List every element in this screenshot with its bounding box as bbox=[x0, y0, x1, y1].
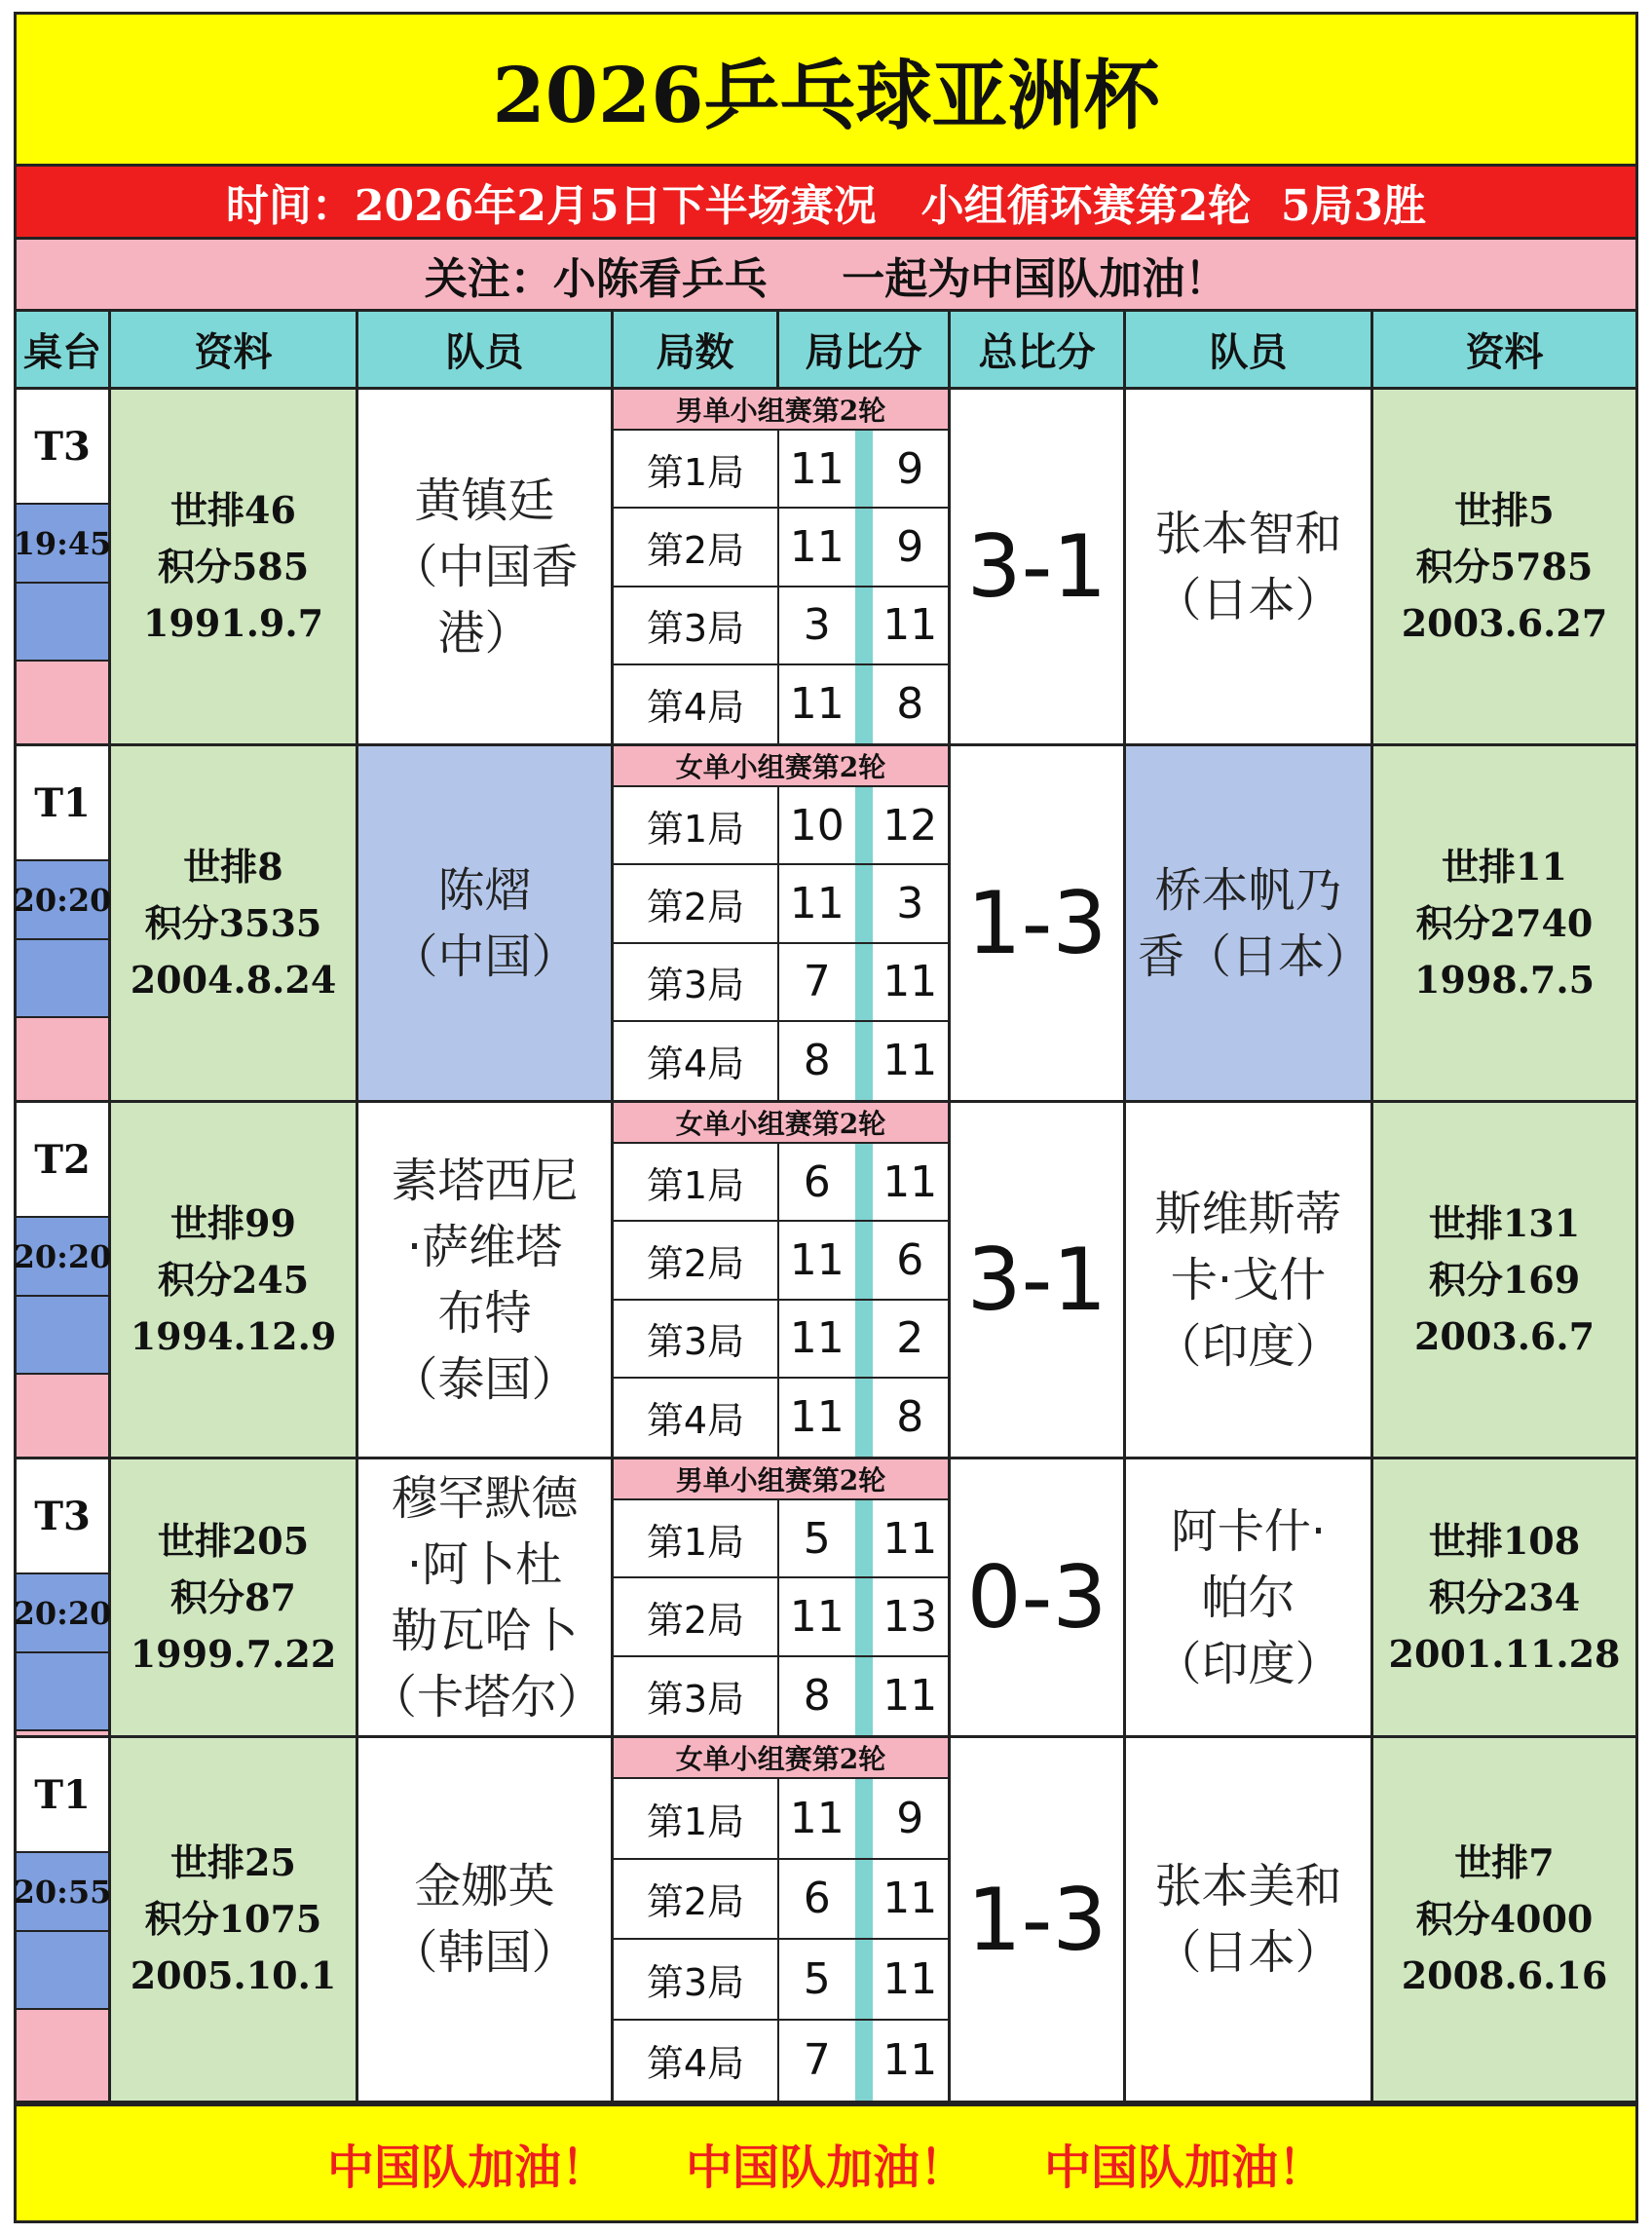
table-time-column bbox=[13, 1459, 112, 1738]
left-info-line: 2004.8.24 bbox=[130, 957, 337, 1002]
table-color-block bbox=[17, 1018, 108, 1100]
left-player-line: 穆罕默德 bbox=[391, 1470, 579, 1526]
score-divider bbox=[855, 944, 873, 1020]
score-divider bbox=[855, 1940, 873, 2019]
table-number: T3 bbox=[17, 390, 108, 505]
game-score-left: 6 bbox=[803, 1874, 831, 1924]
right-info-line: 积分2740 bbox=[1415, 900, 1594, 945]
left-player-name bbox=[358, 746, 614, 1103]
right-player-name bbox=[1126, 390, 1373, 746]
right-info-line: 1998.7.5 bbox=[1413, 957, 1596, 1002]
footer-cheer-1: 中国队加油！ bbox=[326, 2140, 608, 2195]
game-score-right: 3 bbox=[896, 878, 924, 928]
game-score-left: 11 bbox=[789, 1313, 845, 1364]
right-info-line: 2003.6.27 bbox=[1401, 600, 1608, 645]
header-games: 局数 bbox=[614, 312, 779, 390]
footer-cheer-2: 中国队加油！ bbox=[685, 2140, 966, 2195]
left-info-line: 2005.10.1 bbox=[130, 1953, 337, 1997]
game-row bbox=[614, 1222, 948, 1300]
table-color-block bbox=[17, 662, 108, 743]
game-label: 第4局 bbox=[614, 1022, 779, 1100]
match-time: 19:45 bbox=[17, 505, 108, 584]
header-player-left: 队员 bbox=[358, 312, 614, 390]
game-score-right: 11 bbox=[882, 2035, 938, 2086]
table-color-block bbox=[17, 1731, 108, 1735]
score-divider bbox=[855, 1379, 873, 1457]
score-divider bbox=[855, 1578, 873, 1654]
left-info-line: 1999.7.22 bbox=[130, 1631, 337, 1676]
right-info-line: 积分169 bbox=[1428, 1257, 1581, 1302]
left-player-line: 金娜英 bbox=[414, 1859, 555, 1913]
right-player-info bbox=[1373, 746, 1635, 1103]
header-player-right: 队员 bbox=[1126, 312, 1373, 390]
table-color-block bbox=[17, 940, 108, 1018]
game-score-left: 7 bbox=[803, 957, 831, 1007]
match-time: 20:55 bbox=[17, 1853, 108, 1932]
game-score-left: 8 bbox=[803, 1671, 831, 1722]
right-player-name bbox=[1126, 1738, 1373, 2103]
left-info-line: 1991.9.7 bbox=[142, 600, 324, 645]
total-score: 0-3 bbox=[951, 1459, 1126, 1738]
game-score-right: 9 bbox=[896, 521, 924, 572]
right-info-line: 2003.6.7 bbox=[1413, 1313, 1596, 1358]
left-player-line: （韩国） bbox=[391, 1925, 579, 1980]
game-label: 第2局 bbox=[614, 509, 779, 585]
table-number: T2 bbox=[17, 1103, 108, 1218]
game-score-left: 11 bbox=[789, 1793, 845, 1843]
footer-cheer bbox=[17, 2103, 1635, 2220]
right-info-line: 积分234 bbox=[1428, 1574, 1581, 1619]
left-info-line: 世排99 bbox=[170, 1200, 296, 1245]
score-divider bbox=[855, 1657, 873, 1735]
game-row bbox=[614, 865, 948, 943]
game-score-right: 11 bbox=[882, 1513, 938, 1564]
table-color-block bbox=[17, 1297, 108, 1375]
game-score-right: 8 bbox=[896, 1392, 924, 1443]
game-score-right: 11 bbox=[882, 1156, 938, 1207]
table-time-column bbox=[13, 390, 112, 746]
left-info-line: 世排25 bbox=[170, 1840, 296, 1884]
game-row bbox=[614, 1500, 948, 1578]
table-time-column bbox=[13, 746, 112, 1103]
score-divider bbox=[855, 587, 873, 663]
header-table: 桌台 bbox=[17, 312, 111, 390]
game-score-right: 11 bbox=[882, 600, 938, 651]
game-scores bbox=[614, 1103, 951, 1459]
game-score-right: 9 bbox=[896, 1793, 924, 1843]
follow-banner: 关注：小陈看乒乓 一起为中国队加油！ bbox=[17, 240, 1635, 312]
game-score-left: 7 bbox=[803, 2035, 831, 2086]
table-color-block bbox=[17, 1375, 108, 1457]
left-player-line: ·萨维塔 bbox=[406, 1219, 563, 1274]
game-label: 第2局 bbox=[614, 1222, 779, 1298]
right-player-info bbox=[1373, 1103, 1635, 1459]
game-label: 第1局 bbox=[614, 431, 779, 507]
game-score-right: 13 bbox=[882, 1591, 938, 1642]
game-score-left: 11 bbox=[789, 679, 845, 730]
results-sheet bbox=[14, 12, 1638, 2223]
right-player-name bbox=[1126, 1459, 1373, 1738]
game-label: 第3局 bbox=[614, 1940, 779, 2019]
total-score: 1-3 bbox=[951, 1738, 1126, 2103]
game-score-left: 10 bbox=[789, 800, 845, 851]
score-divider bbox=[855, 1222, 873, 1298]
game-label: 第4局 bbox=[614, 2021, 779, 2102]
left-player-line: （中国香 bbox=[391, 539, 579, 594]
score-divider bbox=[855, 1144, 873, 1220]
event-label: 男单小组赛第2轮 bbox=[614, 1459, 948, 1500]
game-label: 第3局 bbox=[614, 944, 779, 1020]
left-player-line: 布特 bbox=[437, 1285, 532, 1341]
left-info-line: 积分585 bbox=[157, 544, 310, 588]
right-info-line: 积分5785 bbox=[1415, 544, 1594, 588]
game-score-left: 11 bbox=[789, 443, 845, 494]
game-row bbox=[614, 787, 948, 865]
game-row bbox=[614, 1860, 948, 1941]
game-score-right: 11 bbox=[882, 1036, 938, 1086]
game-score-right: 12 bbox=[882, 800, 938, 851]
game-score-left: 11 bbox=[789, 1392, 845, 1443]
table-color-block bbox=[17, 1932, 108, 2010]
game-score-left: 11 bbox=[789, 521, 845, 572]
game-row bbox=[614, 2021, 948, 2102]
total-score: 1-3 bbox=[951, 746, 1126, 1103]
table-color-block bbox=[17, 1653, 108, 1731]
game-label: 第1局 bbox=[614, 1500, 779, 1576]
game-row bbox=[614, 1578, 948, 1656]
game-score-left: 11 bbox=[789, 1591, 845, 1642]
right-info-line: 2001.11.28 bbox=[1388, 1631, 1621, 1676]
left-player-info bbox=[111, 1459, 358, 1738]
right-info-line: 世排131 bbox=[1428, 1200, 1581, 1245]
total-score: 3-1 bbox=[951, 1103, 1126, 1459]
left-info-line: 世排8 bbox=[183, 844, 283, 889]
schedule-info: 时间：2026年2月5日下半场赛况 小组循环赛第2轮 5局3胜 bbox=[17, 167, 1635, 240]
game-label: 第2局 bbox=[614, 865, 779, 941]
left-info-line: 积分87 bbox=[170, 1574, 296, 1619]
game-scores bbox=[614, 390, 951, 746]
game-score-right: 2 bbox=[896, 1313, 924, 1364]
game-row bbox=[614, 944, 948, 1022]
game-score-left: 5 bbox=[803, 1513, 831, 1564]
right-player-line: 香（日本） bbox=[1138, 928, 1372, 984]
game-row bbox=[614, 1301, 948, 1379]
header-game-score: 局比分 bbox=[779, 312, 951, 390]
game-score-right: 11 bbox=[882, 1953, 938, 2004]
game-score-right: 11 bbox=[882, 1671, 938, 1722]
game-score-left: 11 bbox=[789, 1234, 845, 1285]
table-color-block bbox=[17, 584, 108, 662]
game-row bbox=[614, 1144, 948, 1222]
score-divider bbox=[855, 1301, 873, 1377]
table-time-column bbox=[13, 1738, 112, 2103]
game-label: 第1局 bbox=[614, 1779, 779, 1858]
right-player-line: （日本） bbox=[1154, 1925, 1342, 1980]
event-label: 女单小组赛第2轮 bbox=[614, 1738, 948, 1779]
table-color-block bbox=[17, 2010, 108, 2101]
total-score: 3-1 bbox=[951, 390, 1126, 746]
left-player-line: 陈熠 bbox=[437, 862, 532, 918]
right-player-info bbox=[1373, 1738, 1635, 2103]
match-time: 20:20 bbox=[17, 861, 108, 940]
score-divider bbox=[855, 865, 873, 941]
game-label: 第3局 bbox=[614, 587, 779, 663]
right-info-line: 世排7 bbox=[1454, 1840, 1555, 1884]
left-player-info bbox=[111, 1103, 358, 1459]
table-number: T3 bbox=[17, 1459, 108, 1574]
right-info-line: 积分4000 bbox=[1415, 1897, 1594, 1941]
game-scores bbox=[614, 746, 951, 1103]
header-total: 总比分 bbox=[951, 312, 1126, 390]
left-info-line: 积分1075 bbox=[144, 1897, 322, 1941]
game-label: 第3局 bbox=[614, 1657, 779, 1735]
game-score-left: 6 bbox=[803, 1156, 831, 1207]
right-info-line: 2008.6.16 bbox=[1401, 1953, 1608, 1997]
header-info-left: 资料 bbox=[111, 312, 358, 390]
right-player-name bbox=[1126, 1103, 1373, 1459]
game-score-right: 9 bbox=[896, 443, 924, 494]
left-info-line: 世排205 bbox=[157, 1518, 310, 1563]
right-player-info bbox=[1373, 390, 1635, 746]
game-row bbox=[614, 431, 948, 509]
score-divider bbox=[855, 2021, 873, 2102]
right-player-line: 张本美和 bbox=[1154, 1859, 1342, 1913]
table-number: T1 bbox=[17, 746, 108, 861]
game-score-right: 11 bbox=[882, 957, 938, 1007]
right-player-line: 帕尔 bbox=[1201, 1570, 1295, 1625]
right-player-line: 张本智和 bbox=[1154, 506, 1342, 561]
game-row bbox=[614, 509, 948, 587]
left-info-line: 积分245 bbox=[157, 1257, 310, 1302]
page-title: 2026乒乓球亚洲杯 bbox=[17, 15, 1635, 167]
event-label: 女单小组赛第2轮 bbox=[614, 746, 948, 787]
game-label: 第2局 bbox=[614, 1578, 779, 1654]
right-player-name bbox=[1126, 746, 1373, 1103]
event-label: 女单小组赛第2轮 bbox=[614, 1103, 948, 1144]
score-divider bbox=[855, 1022, 873, 1100]
right-player-line: 卡·戈什 bbox=[1170, 1252, 1327, 1307]
score-divider bbox=[855, 1779, 873, 1858]
game-row bbox=[614, 1940, 948, 2021]
match-time: 20:20 bbox=[17, 1574, 108, 1653]
right-info-line: 世排5 bbox=[1454, 487, 1555, 532]
left-info-line: 积分3535 bbox=[144, 900, 322, 945]
game-row bbox=[614, 1022, 948, 1100]
left-player-line: 黄镇廷 bbox=[414, 473, 555, 528]
game-scores bbox=[614, 1459, 951, 1738]
event-label: 男单小组赛第2轮 bbox=[614, 390, 948, 431]
game-label: 第4局 bbox=[614, 1379, 779, 1457]
left-player-name bbox=[358, 390, 614, 746]
game-score-left: 8 bbox=[803, 1036, 831, 1086]
score-divider bbox=[855, 431, 873, 507]
table-time-column bbox=[13, 1103, 112, 1459]
left-player-name bbox=[358, 1738, 614, 2103]
game-score-right: 11 bbox=[882, 1874, 938, 1924]
game-score-left: 11 bbox=[789, 878, 845, 928]
game-label: 第3局 bbox=[614, 1301, 779, 1377]
left-player-info bbox=[111, 390, 358, 746]
right-info-line: 世排11 bbox=[1442, 844, 1567, 889]
game-label: 第4局 bbox=[614, 665, 779, 743]
right-player-line: 斯维斯蒂 bbox=[1154, 1186, 1342, 1241]
game-score-left: 3 bbox=[803, 600, 831, 651]
game-score-right: 8 bbox=[896, 679, 924, 730]
left-player-line: 港） bbox=[437, 605, 532, 661]
left-player-info bbox=[111, 746, 358, 1103]
game-label: 第2局 bbox=[614, 1860, 779, 1939]
game-score-left: 5 bbox=[803, 1953, 831, 2004]
score-divider bbox=[855, 665, 873, 743]
right-player-line: （印度） bbox=[1154, 1636, 1342, 1691]
right-player-info bbox=[1373, 1459, 1635, 1738]
game-scores bbox=[614, 1738, 951, 2103]
right-player-line: （日本） bbox=[1154, 572, 1342, 627]
score-divider bbox=[855, 509, 873, 585]
score-divider bbox=[855, 1500, 873, 1576]
game-row bbox=[614, 587, 948, 665]
table-number: T1 bbox=[17, 1738, 108, 1853]
left-player-line: ·阿卜杜 bbox=[406, 1536, 563, 1592]
right-info-line: 世排108 bbox=[1428, 1518, 1581, 1563]
game-label: 第1局 bbox=[614, 787, 779, 863]
game-row bbox=[614, 665, 948, 743]
game-row bbox=[614, 1379, 948, 1457]
left-player-line: （卡塔尔） bbox=[370, 1669, 605, 1724]
left-player-line: （泰国） bbox=[391, 1351, 579, 1407]
left-info-line: 世排46 bbox=[170, 487, 296, 532]
left-player-line: （中国） bbox=[391, 928, 579, 984]
header-info-right: 资料 bbox=[1373, 312, 1635, 390]
game-score-right: 6 bbox=[896, 1234, 924, 1285]
left-info-line: 1994.12.9 bbox=[130, 1313, 337, 1358]
left-player-name bbox=[358, 1103, 614, 1459]
left-player-info bbox=[111, 1738, 358, 2103]
right-player-line: 桥本帆乃 bbox=[1154, 862, 1342, 918]
match-time: 20:20 bbox=[17, 1218, 108, 1297]
left-player-name bbox=[358, 1459, 614, 1738]
footer-cheer-3: 中国队加油！ bbox=[1044, 2140, 1326, 2195]
right-player-line: 阿卡什· bbox=[1170, 1503, 1327, 1559]
game-label: 第1局 bbox=[614, 1144, 779, 1220]
score-divider bbox=[855, 1860, 873, 1939]
right-player-line: （印度） bbox=[1154, 1318, 1342, 1374]
game-row bbox=[614, 1657, 948, 1735]
game-row bbox=[614, 1779, 948, 1860]
left-player-line: 素塔西尼 bbox=[391, 1153, 579, 1208]
score-divider bbox=[855, 787, 873, 863]
left-player-line: 勒瓦哈卜 bbox=[391, 1603, 579, 1658]
